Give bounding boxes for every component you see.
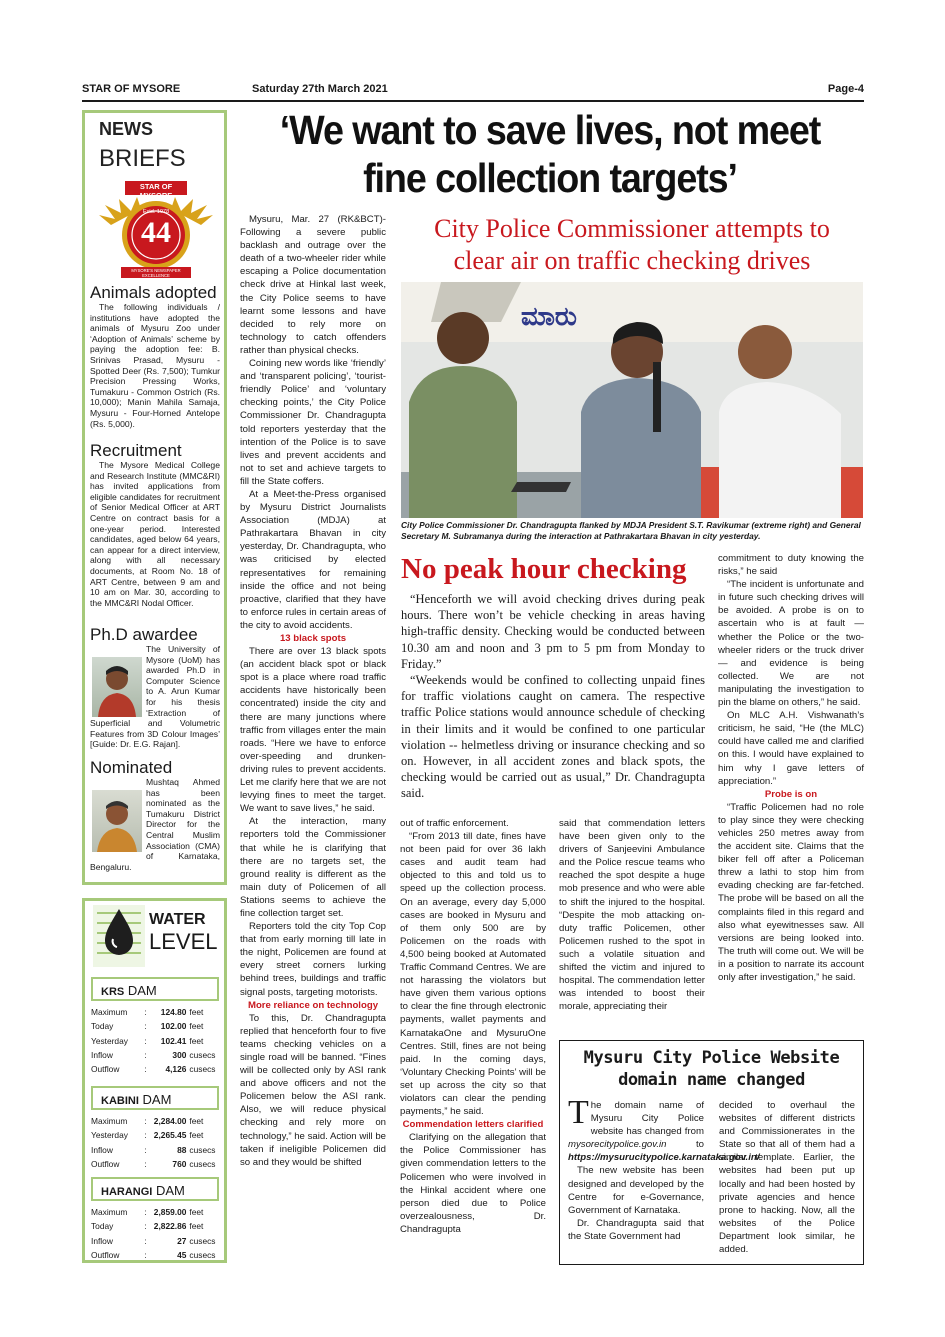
- dam-value: 760: [172, 1158, 187, 1169]
- dam-value: 45: [177, 1249, 187, 1260]
- dam-name: HARANGI: [101, 1186, 153, 1198]
- website-p1-b: to: [666, 1139, 704, 1151]
- paragraph: On MLC A.H. Vishwanath’s criticism, he said, “He (the MLC) could have called me and clarified on this. I would have explained to him why I gave letters of appreciation.”: [718, 710, 864, 787]
- headline: [261, 106, 839, 202]
- dam-label: Maximum: [91, 1007, 128, 1017]
- dam-name: KRS: [101, 986, 125, 998]
- water-title-b: LEVEL: [149, 929, 218, 954]
- page-header: [82, 80, 864, 102]
- dam-value: 102.41: [160, 1035, 187, 1046]
- dam-harangi: [91, 1177, 219, 1262]
- logo-name: STAR OF MYSORE: [139, 182, 173, 200]
- brief-text: The following individuals / institutions have adopted the animals of Mysuru Zoo under ‘Adoption of Animals’ scheme by paying the adoption fee: B. Srinivas Prasad, Mysuru - Spotted Deer (Rs. 7,500); Tumkur Precision Pressing Works, Tumakuru - Common Ostrich (Rs. 10,000); Manin Mahila Samaja, Mysuru - Four-Horned Antelope (Rs. 5,000).: [90, 302, 220, 429]
- dam-kabini: [91, 1086, 219, 1171]
- brief-text: The Mysore Medical College and Research Institute (MMC&RI) has invited applications from eligible candidates for recruitment of Senior Medical Officer at ART Centre on contract basis for a one-year period. Interested candidates, aged below 64 years, can appear for a direct interview, along with all necessary documents, at Room No. 18 of ART Centre, between 9 am and 10 am on Mar. 30, according to the MMC&RI Nodal Officer.: [90, 460, 220, 608]
- dam-label: Outflow: [91, 1158, 120, 1169]
- dam-unit: feet: [189, 1035, 204, 1046]
- website-title-line-1: Mysuru City Police Website: [583, 1048, 840, 1068]
- subheadline: [400, 213, 864, 277]
- colon: :: [144, 1235, 147, 1246]
- website-p2: The new website has been designed and developed by the Centre for e-Governance, Government of Karnataka.: [568, 1165, 704, 1216]
- colon: :: [144, 1130, 147, 1141]
- dam-label: Outflow: [91, 1249, 120, 1260]
- brief-heading: Ph.D awardee: [90, 625, 198, 644]
- dam-value: 300: [172, 1049, 187, 1060]
- dam-value: 2,822.86: [153, 1221, 187, 1232]
- news-briefs-title-b: BRIEFS: [99, 145, 186, 172]
- water-drop-icon: [93, 905, 145, 967]
- colon: :: [144, 1207, 147, 1217]
- paragraph: “From 2013 till date, fines have not been paid for over 36 lakh cases and audit team had objected to this and told us to speed up the collection process. On an average, every day 5,000 cases are booked in Mysuru and of them only 500 are by Policemen on the roads with 4,500 being booked at Automated Traffic Command Centres. We are not harassing the violators but have given them various options to clear the fine through electronic payments, wallet payments and KarnatakaOne and MysuruOne Centres. Still, fines are not being paid. In the coming days, ‘Voluntary Checking Points’ will be set up across the city so that violators can clear the pending payments,” he said.: [400, 831, 546, 1118]
- dam-unit: feet: [189, 1207, 204, 1217]
- colon: :: [144, 1064, 147, 1075]
- dam-label: Yesterday: [91, 1035, 128, 1046]
- article-column-2: [400, 817, 546, 1236]
- subheadline-line-1: City Police Commissioner attempts to: [434, 214, 830, 243]
- news-briefs-title-a: NEWS: [99, 119, 153, 139]
- dam-unit: cusecs: [189, 1064, 216, 1075]
- paragraph: Mysuru, Mar. 27 (RK&BCT)- Following a severe public backlash and outrage over the death of a two-wheeler rider while escaping a Police documentation check drive at Hinkal last week, the City Police seems to have learnt some lessons and have decided to rely more on technology to catch offenders rather than physical checks.: [240, 214, 386, 356]
- brief-text-body: Mushtaq Ahmed has been nominated as the Tumakuru District Director for the Central Muslim Association (CMA) of Karnataka, Bengaluru.: [90, 777, 220, 872]
- dam-value: 2,265.45: [153, 1130, 187, 1141]
- dam-label: Inflow: [91, 1144, 113, 1155]
- dam-value: 124.80: [160, 1007, 187, 1017]
- paragraph: At a Meet-the-Press organised by Mysuru District Journalists Association (MDJA) at Pathrakartara Bhavan in city yesterday, Dr. Chandragupta, who was criticised by elected representatives for remaining inside the office and not being proactive, clarified that they have to enforce rules in certain areas of the city to avoid accidents.: [240, 488, 386, 631]
- page-number: Page-4: [827, 83, 864, 95]
- colon: :: [144, 1249, 147, 1260]
- news-briefs-box: [82, 110, 227, 885]
- website-col-2: [719, 1099, 855, 1256]
- dam-table: [91, 1114, 219, 1171]
- awardee-photo: [92, 657, 142, 717]
- article-column-3: [559, 817, 705, 1013]
- logo-number: 44: [141, 216, 171, 249]
- dam-row: [91, 1019, 219, 1033]
- paragraph: To this, Dr. Chandragupta replied that henceforth four to five teams checking vehicles on a single road will be banned. “Fines will be collected only by ASI rank and above officers and not the Policemen below the ASI rank. Also, we will reduce physical checking and rely more on technology,” he said. Action will be taken if ineligible Policemen did so and they would be shifted: [240, 1012, 386, 1168]
- dam-row: [91, 1205, 219, 1219]
- dam-unit: feet: [189, 1021, 204, 1032]
- website-title: [560, 1047, 863, 1091]
- dam-suffix: DAM: [142, 1092, 172, 1107]
- anniversary-logo: [97, 179, 215, 283]
- dam-heading: [91, 1086, 219, 1110]
- colon: :: [144, 1021, 147, 1032]
- dam-value: 2,284.00: [153, 1116, 187, 1126]
- dam-value: 4,126: [165, 1064, 187, 1075]
- dam-row: [91, 1114, 219, 1128]
- old-domain: mysorecitypolice.gov.in: [568, 1139, 667, 1151]
- subheading: More reliance on technology: [247, 999, 379, 1011]
- no-peak-title: No peak hour checking: [401, 553, 687, 585]
- no-peak-para: “Henceforth we will avoid checking drives during peak hours. There won’t be vehicle checking in areas having high-traffic density. Checking would be conducted between 10.30 am and noon and 3 pm to 5 pm from Monday to Friday.”: [401, 592, 705, 671]
- dam-value: 88: [177, 1144, 187, 1155]
- water-title-a: WATER: [149, 911, 206, 928]
- dam-row: [91, 1048, 219, 1062]
- no-peak-para: “Weekends would be confined to collecting unpaid fines for traffic violations caught on camera. The respective traffic Police stations would announce schedule of checking in their limits and it would be confined to one particular violation -- helmetless driving or insurance checking and so on. However, in all accident zones and black spots, the checking would be carried out as usual,” Dr. Chandragupta said.: [401, 673, 705, 801]
- colon: :: [144, 1158, 147, 1169]
- dam-row: [91, 1234, 219, 1248]
- dam-suffix: DAM: [127, 983, 157, 998]
- brief-heading: Nominated: [90, 758, 173, 777]
- brief-heading: Recruitment: [90, 441, 182, 460]
- issue-date: Saturday 27th March 2021: [252, 83, 388, 95]
- dam-row: [91, 1143, 219, 1157]
- dam-unit: cusecs: [189, 1235, 216, 1246]
- dam-name: KABINI: [101, 1095, 139, 1107]
- paragraph: There are over 13 black spots (an accident black spot or black spot is a place where road traffic accidents have historically been concentrated) inside the city and there are many junctions where traffic from villages enter the main roads. “Here we have to enforce over-speeding and drunken-driving rules to prevent accidents. Let me clarify here that we are not levying fines to meet the target. We want to save lives,” he said.: [240, 646, 386, 815]
- dam-unit: feet: [189, 1007, 204, 1017]
- paragraph: said that commendation letters have been given only to the drivers of Sanjeevini Ambulance and the Police rescue teams who reached the spot despite a huge mob presence and who were able to shift the injured to the hospital. “Despite the mob attacking on-duty traffic Policemen, other Policemen rushed to the spot in such a volatile situation and shifted the victim and injured to hospital. The commendation letter was intended to boost their morale, appreciating their: [559, 818, 705, 1013]
- nominee-photo: [92, 790, 142, 852]
- headline-line-1: ‘We want to save lives, not meet: [279, 107, 821, 153]
- subheading: Probe is on: [764, 788, 818, 800]
- subheading: Commendation letters clarified: [402, 1119, 544, 1131]
- article-column-4: [718, 552, 864, 984]
- no-peak-body: [401, 591, 705, 802]
- brief-text-body: The University of Mysore (UoM) has awarded Ph.D in Computer Science to A. Arun Kumar for his thesis ‘Extraction of Superficial and Volumetric Features from 3D Colour Images’ [Guide: Dr. E.G. Rajan].: [90, 644, 220, 750]
- dam-unit: feet: [189, 1221, 204, 1232]
- paper-name: STAR OF MYSORE: [82, 83, 181, 95]
- drop-cap: T: [568, 1094, 589, 1131]
- dam-unit: feet: [189, 1130, 204, 1141]
- sign-text: ಮಾರು: [521, 302, 577, 331]
- dam-unit: feet: [189, 1116, 204, 1126]
- dam-value: 2,859.00: [153, 1207, 187, 1217]
- photo-caption: City Police Commissioner Dr. Chandragupta flanked by MDJA President S.T. Ravikumar (extreme right) and General Secretary M. Subramanya during the interaction at Pathrakartara Bhavan in city yesterday.: [401, 520, 861, 541]
- dam-row: [91, 1034, 219, 1048]
- dam-unit: cusecs: [189, 1144, 216, 1155]
- dam-unit: cusecs: [189, 1249, 216, 1260]
- website-col-1: [568, 1094, 760, 1243]
- logo-estd: Estd. 1978: [142, 209, 170, 215]
- dam-unit: cusecs: [189, 1049, 216, 1060]
- dam-suffix: DAM: [155, 1183, 185, 1198]
- dam-label: Yesterday: [91, 1130, 128, 1141]
- press-meet-photo: [401, 282, 863, 518]
- dam-row: [91, 1157, 219, 1171]
- brief-animals: [90, 283, 220, 429]
- brief-heading: Animals adopted: [90, 283, 217, 302]
- paragraph: commitment to duty knowing the risks,” he said: [718, 553, 864, 578]
- website-box: [559, 1040, 864, 1265]
- paragraph: out of traffic enforcement.: [400, 818, 509, 829]
- brief-recruitment: [90, 441, 220, 608]
- brief-phd: [90, 625, 220, 750]
- dam-table: [91, 1005, 219, 1076]
- article-column-1: [240, 213, 386, 1169]
- dam-unit: cusecs: [189, 1158, 216, 1169]
- colon: :: [144, 1007, 147, 1017]
- colon: :: [144, 1221, 147, 1232]
- dam-table: [91, 1205, 219, 1262]
- dam-label: Outflow: [91, 1064, 120, 1075]
- headline-line-2: fine collection targets’: [363, 155, 737, 201]
- paragraph: Clarifying on the allegation that the Police Commissioner has given commendation letters to the Policemen who were involved in the Hinkal accident where one person died due to Police overzealousness, Dr. Chandragupta: [400, 1132, 546, 1235]
- dam-row: [91, 1062, 219, 1076]
- water-level-box: [82, 898, 227, 1263]
- dam-krs: [91, 977, 219, 1076]
- dam-label: Maximum: [91, 1207, 128, 1217]
- dam-row: [91, 1219, 219, 1233]
- dam-label: Inflow: [91, 1049, 113, 1060]
- dam-label: Maximum: [91, 1116, 128, 1126]
- paragraph: “The incident is unfortunate and in future such checking drives will be avoided. A probe is on to ascertain who is at fault — whether the Police or the two-wheeler riders or the truck driver — and evidence is being collected. We are not manipulating the investigation to pin the blame on others,” he said.: [718, 579, 864, 709]
- subheadline-line-2: clear air on traffic checking drives: [453, 246, 811, 275]
- colon: :: [144, 1049, 147, 1060]
- website-p1-a: he domain name of Mysuru City Police website has changed from: [590, 1100, 704, 1138]
- dam-label: Today: [91, 1221, 114, 1232]
- colon: :: [144, 1144, 147, 1155]
- website-title-line-2: domain name changed: [618, 1070, 805, 1090]
- logo-motto: MYSORE'S NEWSPAPER EXCELLENCE: [131, 268, 181, 278]
- brief-nominated: [90, 758, 220, 872]
- dam-row: [91, 1005, 219, 1019]
- dam-row: [91, 1248, 219, 1262]
- dam-value: 102.00: [160, 1021, 187, 1032]
- dam-label: Inflow: [91, 1235, 113, 1246]
- subheading: 13 black spots: [279, 633, 347, 644]
- paragraph: Reporters told the city Top Cop that from early morning till late in the night, Policemen are found at every street corners lurking behind trees, buildings and traffic signal posts, targeting motorists.: [240, 921, 386, 998]
- dam-heading: [91, 1177, 219, 1201]
- dam-heading: [91, 977, 219, 1001]
- dam-row: [91, 1128, 219, 1142]
- dam-value: 27: [177, 1235, 187, 1246]
- new-domain-link[interactable]: https://mysurucitypolice.karnataka.gov.in/: [568, 1152, 760, 1164]
- dam-label: Today: [91, 1021, 114, 1032]
- website-p4: decided to overhaul the websites of different districts and Commissionerates in the State so that all of them had a similar template. Earlier, the websites had been put up locally and had been hosted by private agencies and hence prone to hacking. Now, all the websites of the Police Department look similar, he added.: [719, 1100, 855, 1256]
- website-p3: Dr. Chandragupta said that the State Government had: [568, 1217, 704, 1242]
- colon: :: [144, 1035, 147, 1046]
- paragraph: “Traffic Policemen had no role to play since they were checking vehicles 250 metres away from the accident site. Claims that the biker fell off after a Policeman threw a lathi to stop him from evading checking are far-fetched. The probe will be based on all the complaints filed in this regard and also what eyewitnesses saw. All versions are being looked into. The truth will come out. We will be in a position to narrate its account only after investigation,” he said.: [718, 801, 864, 983]
- colon: :: [144, 1116, 147, 1126]
- paragraph: At the interaction, many reporters told the Commissioner that while he is clarifying that there are no targets set, the ground reality is different as the main duty of Policemen of all Stations seems to achieve the fine collection target set.: [240, 816, 386, 919]
- paragraph: Coining new words like ‘friendly’ and ‘transparent policing’, ‘tourist-friendly Police’ and ‘voluntary checking points,’ the City Police Commissioner Dr. Chandragupta told reporters yesterday that the intention of the Police is to save lives and prevent accidents and not to set and achieve targets to fill the State coffers.: [240, 358, 386, 487]
